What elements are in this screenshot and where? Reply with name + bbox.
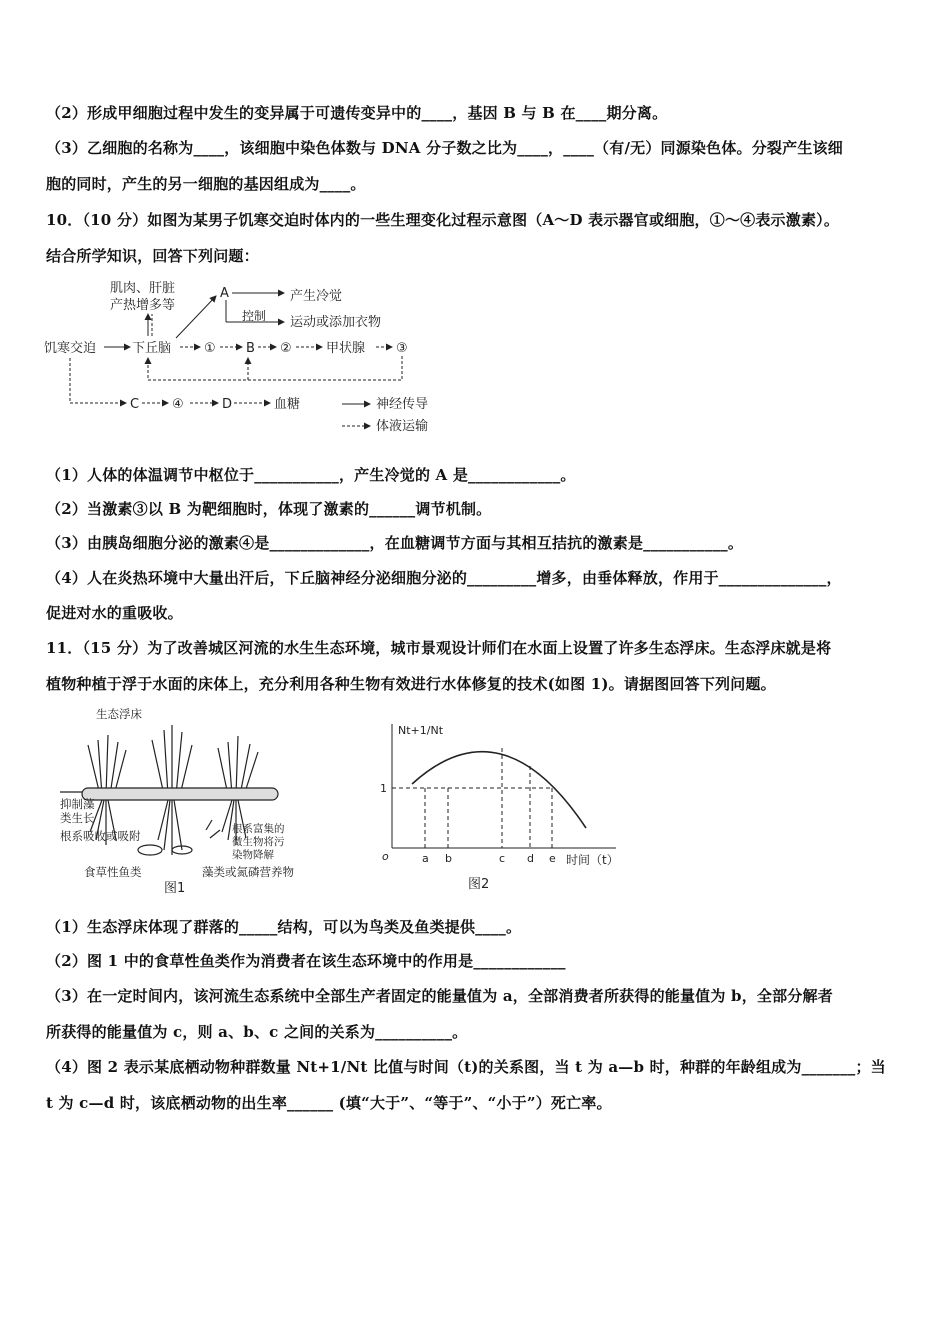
- fig2-ylabel: Nt+1/Nt: [398, 724, 444, 737]
- label-motion: 运动或添加衣物: [290, 315, 382, 330]
- q10-heading-2: 结合所学知识，回答下列问题：: [46, 247, 259, 265]
- fig1-micro-2: 微生物将污: [232, 836, 285, 848]
- label-heat: 产热增多等: [110, 298, 176, 313]
- q11-part3-line1: （3）在一定时间内，该河流生态系统中全部生产者固定的能量值为 a，全部消费者所获得的能量值为 b，全部分解者: [46, 987, 833, 1005]
- node-B: B: [246, 341, 255, 356]
- fig2-xlabel: 时间（t）: [566, 853, 619, 867]
- q9-part3-line1: （3）乙细胞的名称为____，该细胞中染色体数与 DNA 分子数之比为____，____（有/无）同源染色体。分裂产生该细: [46, 139, 843, 157]
- q11-part2: （2）图 1 中的食草性鱼类作为消费者在该生态环境中的作用是____________: [46, 952, 566, 970]
- node-thyroid: 甲状腺: [326, 341, 366, 356]
- q10-part2: （2）当激素③以 B 为靶细胞时，体现了激素的______调节机制。: [46, 500, 492, 518]
- hormone-1: ①: [204, 341, 216, 356]
- q11-part1: （1）生态浮床体现了群落的_____结构，可以为鸟类及鱼类提供____。: [46, 918, 522, 936]
- q10-heading: 10．（10 分）如图为某男子饥寒交迫时体内的一些生理变化过程示意图（A～D 表示器官或细胞，①～④表示激素）。: [46, 211, 840, 229]
- q10-part4-line1: （4）人在炎热环境中大量出汗后，下丘脑神经分泌细胞分泌的_________增多，由垂体释放，作用于______________，: [46, 569, 842, 587]
- fig2-tick-c: c: [499, 852, 506, 865]
- fig2-curve: [412, 752, 586, 828]
- fig1-root: 根系吸收或吸附: [60, 829, 141, 843]
- q9-part3-line2: 胞的同时，产生的另一细胞的基因组成为____。: [46, 175, 366, 193]
- node-C: C: [130, 397, 140, 412]
- fig1-caption: 图1: [164, 881, 186, 895]
- q11-part4-line1: （4）图 2 表示某底栖动物种群数量 Nt+1/Nt 比值与时间（t)的关系图，当 t 为 a—b 时，种群的年龄组成为_______；当: [46, 1058, 886, 1076]
- q10-diagram: [44, 278, 464, 438]
- figure-2-chart: [370, 718, 650, 893]
- fig2-one: 1: [380, 782, 387, 795]
- node-A: A: [220, 286, 229, 301]
- fig2-caption: 图2: [468, 877, 490, 892]
- legend-nerve: 神经传导: [376, 397, 429, 412]
- fig1-algae: 藻类或氮磷营养物: [202, 865, 294, 879]
- fig1-fish: 食草性鱼类: [84, 865, 142, 879]
- fig2-tick-a: a: [422, 852, 429, 865]
- node-hypothalamus: 下丘脑: [132, 341, 172, 356]
- label-control: 控制: [242, 309, 267, 323]
- fig1-micro-3: 染物降解: [232, 849, 274, 861]
- fig1-micro-1: 根系富集的: [232, 823, 285, 835]
- figure-1-floating-bed: [60, 700, 310, 895]
- q11-heading: 11．（15 分）为了改善城区河流的水生生态环境，城市景观设计师们在水面上设置了许多生态浮床。生态浮床就是将: [46, 639, 832, 657]
- label-glucose: 血糖: [274, 397, 301, 412]
- hormone-3: ③: [396, 341, 408, 356]
- fig2-tick-d: d: [527, 852, 534, 865]
- legend-fluid: 体液运输: [376, 419, 429, 434]
- q10-part4-line2: 促进对水的重吸收。: [46, 604, 183, 622]
- fig1-bed: 生态浮床: [96, 707, 142, 721]
- fig2-tick-e: e: [549, 852, 556, 865]
- label-cold: 产生冷觉: [290, 289, 343, 304]
- fig1-inhibit-2: 类生长: [60, 811, 95, 825]
- q11-part3-line2: 所获得的能量值为 c，则 a、b、c 之间的关系为__________。: [46, 1023, 468, 1041]
- q10-part3: （3）由胰岛细胞分泌的激素④是_____________，在血糖调节方面与其相互拮抗的激素是___________。: [46, 534, 744, 552]
- hormone-2: ②: [280, 341, 292, 356]
- q11-part4-line2: t 为 c—d 时，该底栖动物的出生率______ (填“大于”、“等于”、“小于”）死亡率。: [46, 1094, 612, 1112]
- fig2-tick-b: b: [445, 852, 452, 865]
- fig2-origin: o: [382, 850, 389, 863]
- hormone-4: ④: [172, 397, 184, 412]
- node-D: D: [222, 397, 233, 412]
- q11-heading-2: 植物种植于浮于水面的床体上，充分利用各种生物有效进行水体修复的技术(如图 1)。请据图回答下列问题。: [46, 675, 776, 693]
- q9-part2: （2）形成甲细胞过程中发生的变异属于可遗传变异中的____，基因 B 与 B 在____期分离。: [46, 104, 668, 122]
- label-muscle: 肌肉、肝脏: [110, 281, 176, 296]
- fig1-inhibit-1: 抑制藻: [60, 797, 95, 811]
- label-start: 饥寒交迫: [44, 341, 97, 356]
- q10-part1: （1）人体的体温调节中枢位于___________，产生冷觉的 A 是____________。: [46, 466, 576, 484]
